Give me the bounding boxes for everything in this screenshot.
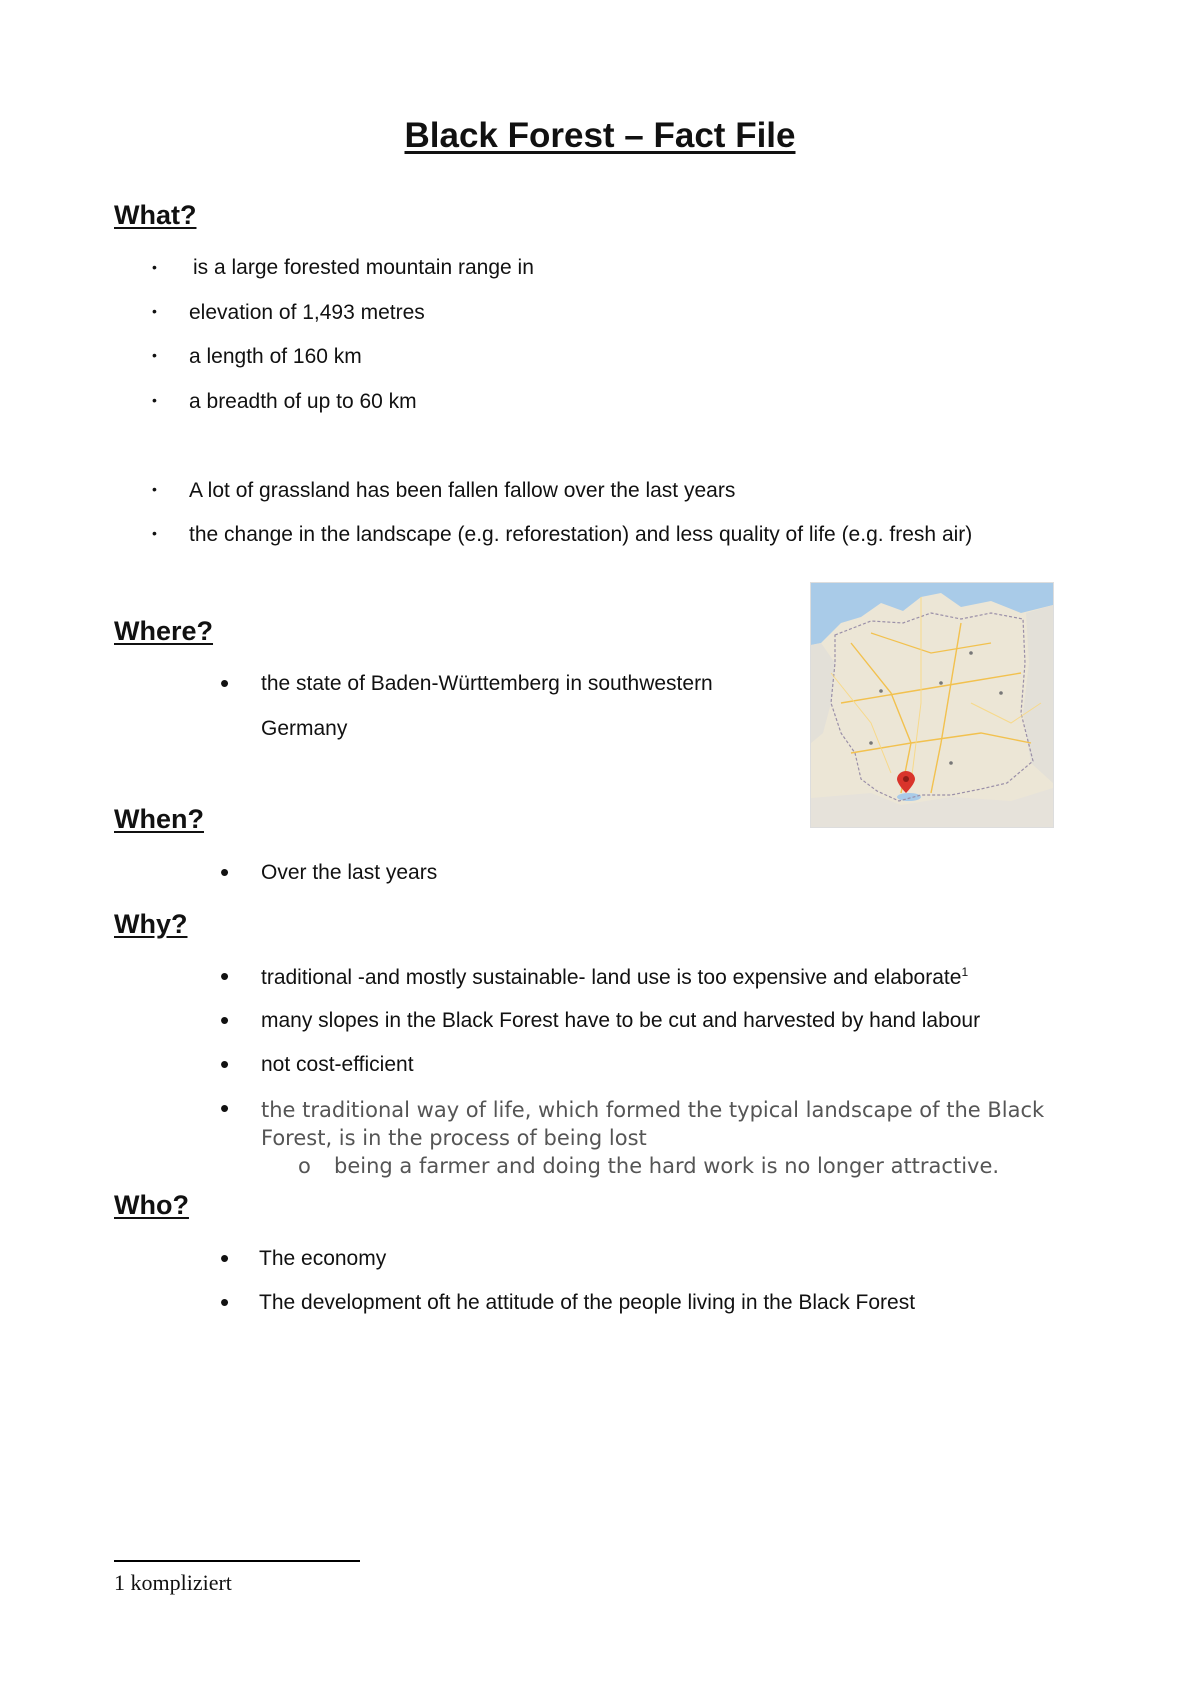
footnote-ref: 1 — [961, 965, 969, 979]
who-item-1: The economy — [259, 1247, 387, 1270]
why-item-1 — [261, 966, 968, 988]
bullet: • — [220, 1243, 230, 1273]
heading-who: Who? — [114, 1190, 189, 1220]
footnote-separator — [114, 1560, 360, 1562]
what-item-5: A lot of grassland has been fallen fallow over the last years — [189, 479, 736, 502]
bullet: • — [220, 961, 230, 991]
heading-when: When? — [114, 804, 204, 834]
what-item-2: elevation of 1,493 metres — [189, 301, 425, 324]
what-item-4: a breadth of up to 60 km — [189, 390, 417, 413]
where-item-line1: the state of Baden-Württemberg in southwestern — [261, 672, 713, 695]
why-item-4-line1: the traditional way of life, which formed the typical landscape of the Black — [261, 1098, 1045, 1122]
bullet: • — [220, 668, 230, 698]
bullet: • — [152, 303, 157, 319]
heading-what: What? — [114, 200, 197, 230]
why-subitem: being a farmer and doing the hard work is no longer attractive. — [334, 1154, 1000, 1178]
bullet: • — [152, 481, 157, 497]
germany-map-image — [810, 582, 1054, 828]
bullet: • — [220, 857, 230, 887]
where-item-line2: Germany — [261, 717, 348, 740]
bullet: • — [152, 347, 157, 363]
why-item-4-line2: Forest, is in the process of being lost — [261, 1126, 647, 1150]
bullet: • — [220, 1093, 230, 1123]
who-item-2: The development oft he attitude of the people living in the Black Forest — [259, 1291, 916, 1314]
what-item-3: a length of 160 km — [189, 345, 362, 368]
why-item-2: many slopes in the Black Forest have to be cut and harvested by hand labour — [261, 1009, 981, 1032]
bullet: • — [152, 525, 157, 541]
bullet: • — [220, 1005, 230, 1035]
sub-bullet: o — [298, 1154, 311, 1178]
heading-where: Where? — [114, 616, 214, 646]
what-item-1: is a large forested mountain range in — [193, 256, 534, 279]
bullet: • — [152, 259, 157, 275]
why-item-3: not cost-efficient — [261, 1053, 414, 1076]
why-item-1-text: traditional -and mostly sustainable- land use is too expensive and elaborate — [261, 966, 962, 989]
bullet: • — [220, 1287, 230, 1317]
bullet: • — [220, 1049, 230, 1079]
footnote: 1 kompliziert — [114, 1570, 232, 1595]
what-item-6: the change in the landscape (e.g. reforestation) and less quality of life (e.g. fresh air) — [189, 523, 973, 546]
when-item: Over the last years — [261, 861, 438, 884]
heading-why: Why? — [114, 909, 188, 939]
bullet: • — [152, 392, 157, 408]
page-title: Black Forest – Fact File — [404, 116, 796, 155]
